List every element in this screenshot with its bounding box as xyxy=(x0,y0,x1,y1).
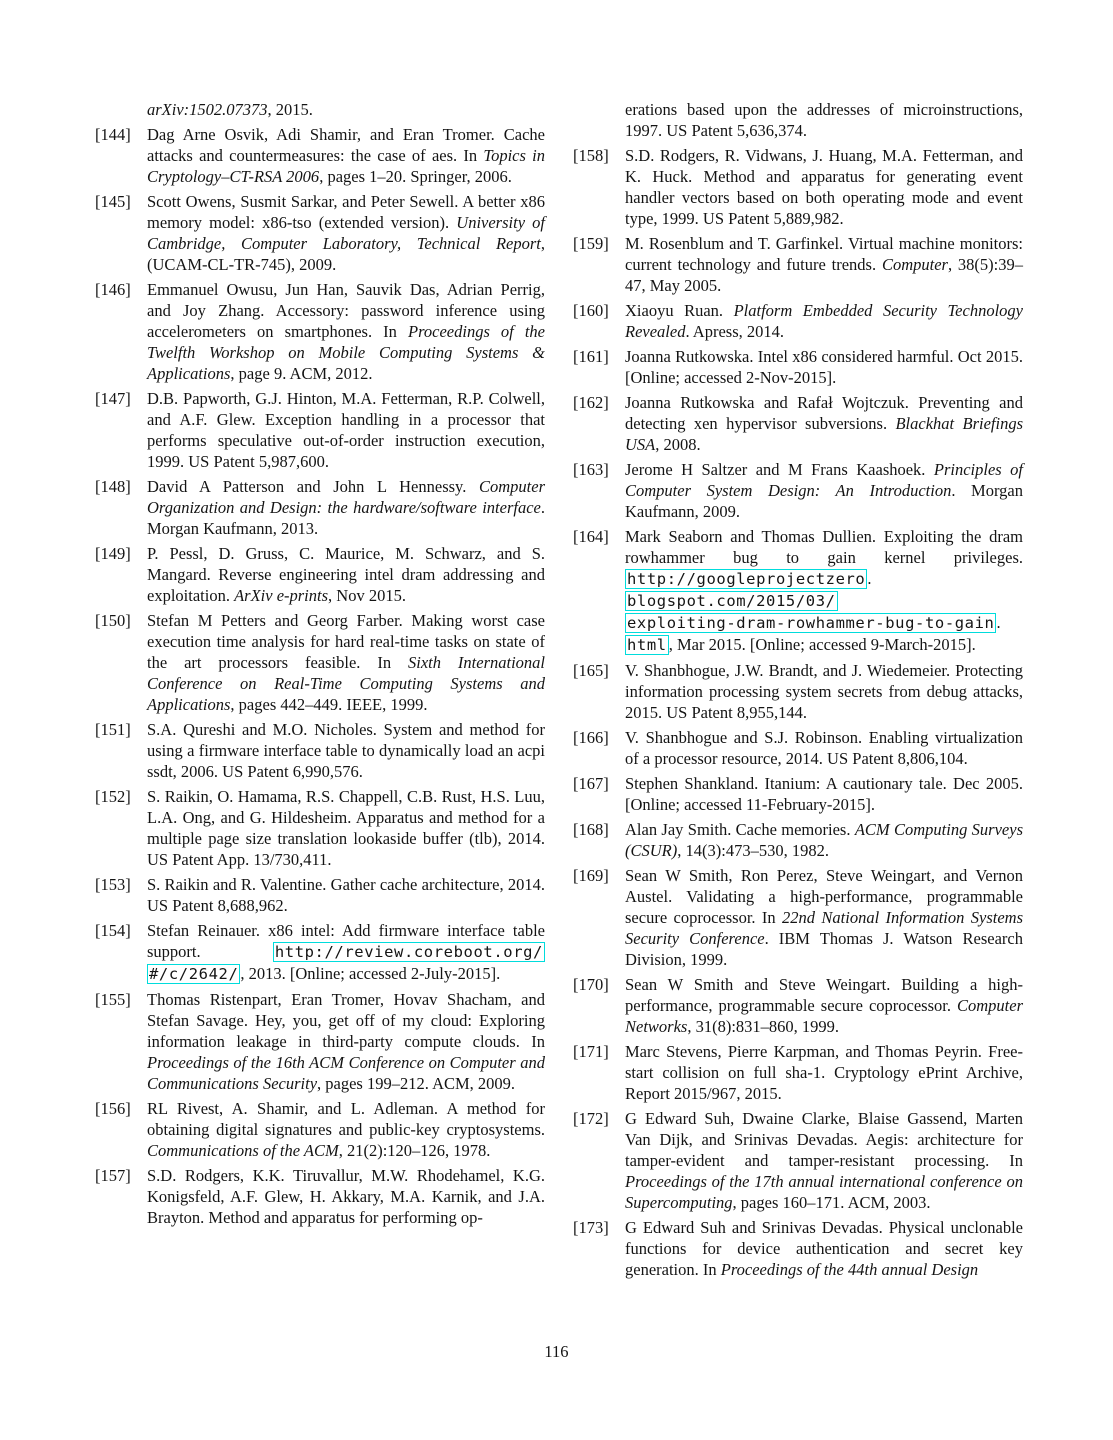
url-link[interactable]: http://googleprojectzero xyxy=(627,570,866,588)
reference-text: David A Patterson and John L Hennessy. xyxy=(147,477,479,496)
reference-text: S.A. Qureshi and M.O. Nicholes. System and method for using a firmware interface table to dynamically load an acpi ssdt, 2006. US Patent 6,990,576. xyxy=(147,720,545,781)
reference-text: , 2015. xyxy=(267,100,313,119)
reference-text: Proceedings of the 16th ACM Conference on Computer and Communications Security xyxy=(147,1053,545,1093)
reference-entry xyxy=(95,920,545,985)
reference-text: , pages 442–449. IEEE, 1999. xyxy=(230,695,428,714)
reference-entry xyxy=(573,865,1023,970)
reference-entry xyxy=(573,346,1023,388)
reference-text: . IBM Thomas J. Watson Research Division, 1999. xyxy=(625,929,1023,969)
references-column-left xyxy=(95,99,545,1284)
reference-entry xyxy=(573,145,1023,229)
reference-label: [158] xyxy=(573,146,609,165)
reference-text: , 31(8):831–860, 1999. xyxy=(687,1017,840,1036)
reference-text: Xiaoyu Ruan. xyxy=(625,301,734,320)
reference-text: . Apress, 2014. xyxy=(685,322,785,341)
reference-text: , 38(5):39–47, May 2005. xyxy=(625,255,1023,295)
reference-label: [147] xyxy=(95,389,131,408)
reference-entry xyxy=(573,1108,1023,1213)
reference-text: Sean W Smith, Ron Perez, Steve Weingart, and Vernon Austel. Validating a high-performance, programmable secure coprocessor. In xyxy=(625,866,1023,927)
url-link[interactable]: exploiting-dram-rowhammer-bug-to-gain xyxy=(627,614,995,632)
reference-text: Platform Embedded Security Technology Revealed xyxy=(625,301,1023,341)
reference-label: [165] xyxy=(573,661,609,680)
reference-entry xyxy=(95,989,545,1094)
reference-label: [172] xyxy=(573,1109,609,1128)
reference-text: Computer Networks xyxy=(625,996,1023,1036)
reference-entry xyxy=(573,233,1023,296)
url-link[interactable]: http://review.coreboot.org/ xyxy=(274,943,543,961)
reference-text: Sean W Smith and Steve Weingart. Building a high-performance, programmable secure coprocessor. xyxy=(625,975,1023,1015)
reference-text: Computer Organization and Design: the hardware/software interface xyxy=(147,477,545,517)
url-link[interactable]: #/c/2642/ xyxy=(149,965,239,983)
reference-text: Stefan M Petters and Georg Farber. Making worst case execution time analysis for hard real-time tasks on state of the art processors feasible. In xyxy=(147,611,545,672)
reference-text: . xyxy=(996,613,1001,632)
reference-text: V. Shanbhogue, J.W. Brandt, and J. Wiedemeier. Protecting information processing system secrets from debug attacks, 2015. US Patent 8,955,144. xyxy=(625,661,1023,722)
reference-label: [156] xyxy=(95,1099,131,1118)
reference-entry xyxy=(573,300,1023,342)
reference-text: Stephen Shankland. Itanium: A cautionary tale. Dec 2005. [Online; accessed 11-February-2015]. xyxy=(625,774,1023,814)
reference-text: . xyxy=(867,569,872,588)
reference-text: P. Pessl, D. Gruss, C. Maurice, M. Schwarz, and S. Mangard. Reverse engineering intel dram addressing and exploitation. xyxy=(147,544,545,605)
reference-entry-continuation xyxy=(95,99,545,120)
reference-text: , 14(3):473–530, 1982. xyxy=(677,841,829,860)
reference-label: [162] xyxy=(573,393,609,412)
reference-text: 22nd National Information Systems Security Conference xyxy=(625,908,1023,948)
reference-entry xyxy=(95,874,545,916)
reference-text: Thomas Ristenpart, Eran Tromer, Hovav Shacham, and Stefan Savage. Hey, you, get off of my cloud: Exploring information leakage in third-party compute clouds. In xyxy=(147,990,545,1051)
reference-label: [168] xyxy=(573,820,609,839)
reference-label: [145] xyxy=(95,192,131,211)
reference-entry xyxy=(573,819,1023,861)
reference-text: , 21(2):120–126, 1978. xyxy=(338,1141,491,1160)
references-column-right xyxy=(573,99,1023,1284)
reference-text: Stefan Reinauer. x86 intel: Add firmware interface table support. xyxy=(147,921,545,961)
reference-text: Sixth International Conference on Real-Time Computing Systems and Applications xyxy=(147,653,545,714)
reference-text: , page 9. ACM, 2012. xyxy=(230,364,373,383)
reference-entry xyxy=(95,1098,545,1161)
reference-entry xyxy=(573,660,1023,723)
reference-label: [170] xyxy=(573,975,609,994)
reference-entry xyxy=(95,719,545,782)
reference-text: . Morgan Kaufmann, 2009. xyxy=(625,481,1024,521)
reference-text: S. Raikin and R. Valentine. Gather cache architecture, 2014. US Patent 8,688,962. xyxy=(147,875,545,915)
reference-text: ArXiv e-prints xyxy=(234,586,329,605)
reference-text: S. Raikin, O. Hamama, R.S. Chappell, C.B. Rust, H.S. Luu, L.A. Ong, and G. Hildesheim. Apparatus and method for a multiple page size translation lookaside buffer (tlb), 2014. US Patent App. 13/730,411. xyxy=(147,787,545,869)
reference-text: Proceedings of the Twelfth Workshop on Mobile Computing Systems & Applications xyxy=(147,322,546,383)
reference-text: Computer xyxy=(881,255,948,274)
reference-text: Blackhat Briefings USA xyxy=(625,414,1023,454)
reference-entry xyxy=(95,543,545,606)
reference-label: [155] xyxy=(95,990,131,1009)
reference-entry xyxy=(573,526,1023,656)
reference-label: [154] xyxy=(95,921,131,940)
reference-entry-continuation xyxy=(573,99,1023,141)
reference-text: Scott Owens, Susmit Sarkar, and Peter Sewell. A better x86 memory model: x86-tso (extended version). xyxy=(147,192,545,232)
reference-text: . Morgan Kaufmann, 2013. xyxy=(147,498,545,538)
reference-text: , 2013. [Online; accessed 2-July-2015]. xyxy=(240,964,501,983)
url-link[interactable]: html xyxy=(627,636,667,654)
reference-entry xyxy=(95,124,545,187)
reference-label: [164] xyxy=(573,527,609,546)
reference-entry xyxy=(95,786,545,870)
reference-text: erations based upon the addresses of microinstructions, 1997. US Patent 5,636,374. xyxy=(625,100,1023,140)
reference-text: , 2008. xyxy=(655,435,701,454)
reference-entry xyxy=(573,773,1023,815)
reference-text: , pages 199–212. ACM, 2009. xyxy=(317,1074,516,1093)
reference-text: Communications of the ACM xyxy=(147,1141,339,1160)
reference-label: [153] xyxy=(95,875,131,894)
reference-text: Joanna Rutkowska. Intel x86 considered harmful. Oct 2015. [Online; accessed 2-Nov-2015]. xyxy=(625,347,1023,387)
reference-label: [163] xyxy=(573,460,609,479)
reference-entry xyxy=(95,476,545,539)
reference-text: G Edward Suh, Dwaine Clarke, Blaise Gassend, Marten Van Dijk, and Srinivas Devadas. Aegis: architecture for tamper-evident and tamper-resistant processing. In xyxy=(625,1109,1023,1170)
reference-text: ACM Computing Surveys (CSUR) xyxy=(625,820,1023,860)
page-number: 116 xyxy=(544,1342,569,1361)
reference-text: D.B. Papworth, G.J. Hinton, M.A. Fetterman, R.P. Colwell, and A.F. Glew. Exception handling in a processor that performs speculative out-of-order instruction execution, 1999. US Patent 5,987,600. xyxy=(147,389,545,471)
reference-label: [149] xyxy=(95,544,131,563)
reference-entry xyxy=(573,1217,1023,1280)
reference-entry xyxy=(573,392,1023,455)
reference-text: S.D. Rodgers, K.K. Tiruvallur, M.W. Rhodehamel, K.G. Konigsfeld, A.F. Glew, H. Akkary, M.A. Karnik, and J.A. Brayton. Method and apparatus for performing op- xyxy=(147,1166,545,1227)
reference-entry xyxy=(95,610,545,715)
bibliography xyxy=(95,99,1023,1284)
reference-entry xyxy=(573,459,1023,522)
reference-text: M. Rosenblum and T. Garfinkel. Virtual machine monitors: current technology and future trends. xyxy=(625,234,1023,274)
reference-entry xyxy=(573,1041,1023,1104)
reference-text: V. Shanbhogue and S.J. Robinson. Enabling virtualization of a processor resource, 2014. US Patent 8,806,104. xyxy=(625,728,1023,768)
reference-text: S.D. Rodgers, R. Vidwans, J. Huang, M.A. Fetterman, and K. Huck. Method and apparatus for generating event handler vectors based on both operating mode and event type, 1999. US Patent 5,889,982. xyxy=(625,146,1023,228)
reference-entry xyxy=(95,279,545,384)
reference-label: [150] xyxy=(95,611,131,630)
reference-text: , Nov 2015. xyxy=(328,586,406,605)
reference-label: [169] xyxy=(573,866,609,885)
reference-text: Alan Jay Smith. Cache memories. xyxy=(625,820,855,839)
reference-text: arXiv:1502.07373 xyxy=(147,100,268,119)
reference-text: University of Cambridge, Computer Laboratory, Technical Report xyxy=(147,213,545,253)
reference-text: Principles of Computer System Design: An Introduction xyxy=(625,460,1023,500)
reference-label: [167] xyxy=(573,774,609,793)
reference-label: [166] xyxy=(573,728,609,747)
reference-label: [146] xyxy=(95,280,131,299)
reference-text: Proceedings of the 44th annual Design xyxy=(720,1260,979,1279)
reference-label: [171] xyxy=(573,1042,609,1061)
url-link[interactable]: blogspot.com/2015/03/ xyxy=(627,592,836,610)
reference-text: Marc Stevens, Pierre Karpman, and Thomas Peyrin. Free-start collision on full sha-1. Cryptology ePrint Archive, Report 2015/967, 2015. xyxy=(625,1042,1023,1103)
reference-text: Mark Seaborn and Thomas Dullien. Exploiting the dram rowhammer bug to gain kernel privileges. xyxy=(625,527,1023,567)
reference-entry xyxy=(95,388,545,472)
reference-text: Dag Arne Osvik, Adi Shamir, and Eran Tromer. Cache attacks and countermeasures: the case of aes. In xyxy=(147,125,545,165)
reference-text: G Edward Suh and Srinivas Devadas. Physical unclonable functions for device authentication and secret key generation. In xyxy=(625,1218,1023,1279)
reference-text: Proceedings of the 17th annual international conference on Supercomputing xyxy=(625,1172,1023,1212)
reference-label: [157] xyxy=(95,1166,131,1185)
reference-text: Joanna Rutkowska and Rafał Wojtczuk. Preventing and detecting xen hypervisor subversions. xyxy=(625,393,1023,433)
reference-entry xyxy=(573,974,1023,1037)
reference-text: , pages 160–171. ACM, 2003. xyxy=(732,1193,931,1212)
reference-entry xyxy=(95,191,545,275)
reference-entry xyxy=(573,727,1023,769)
reference-label: [159] xyxy=(573,234,609,253)
reference-text: Emmanuel Owusu, Jun Han, Sauvik Das, Adrian Perrig, and Joy Zhang. Accessory: password inference using accelerometers on smartphones. In xyxy=(147,280,545,341)
reference-entry xyxy=(95,1165,545,1228)
reference-label: [151] xyxy=(95,720,131,739)
reference-text: , Mar 2015. [Online; accessed 9-March-2015]. xyxy=(668,635,976,654)
reference-label: [152] xyxy=(95,787,131,806)
reference-text: RL Rivest, A. Shamir, and L. Adleman. A method for obtaining digital signatures and public-key cryptosystems. xyxy=(147,1099,545,1139)
reference-text: Jerome H Saltzer and M Frans Kaashoek. xyxy=(625,460,934,479)
reference-text: , (UCAM-CL-TR-745), 2009. xyxy=(147,234,545,274)
reference-text: , pages 1–20. Springer, 2006. xyxy=(319,167,512,186)
reference-label: [161] xyxy=(573,347,609,366)
reference-label: [144] xyxy=(95,125,131,144)
reference-label: [173] xyxy=(573,1218,609,1237)
reference-text: Topics in Cryptology–CT-RSA 2006 xyxy=(147,146,545,186)
reference-label: [160] xyxy=(573,301,609,320)
reference-label: [148] xyxy=(95,477,131,496)
